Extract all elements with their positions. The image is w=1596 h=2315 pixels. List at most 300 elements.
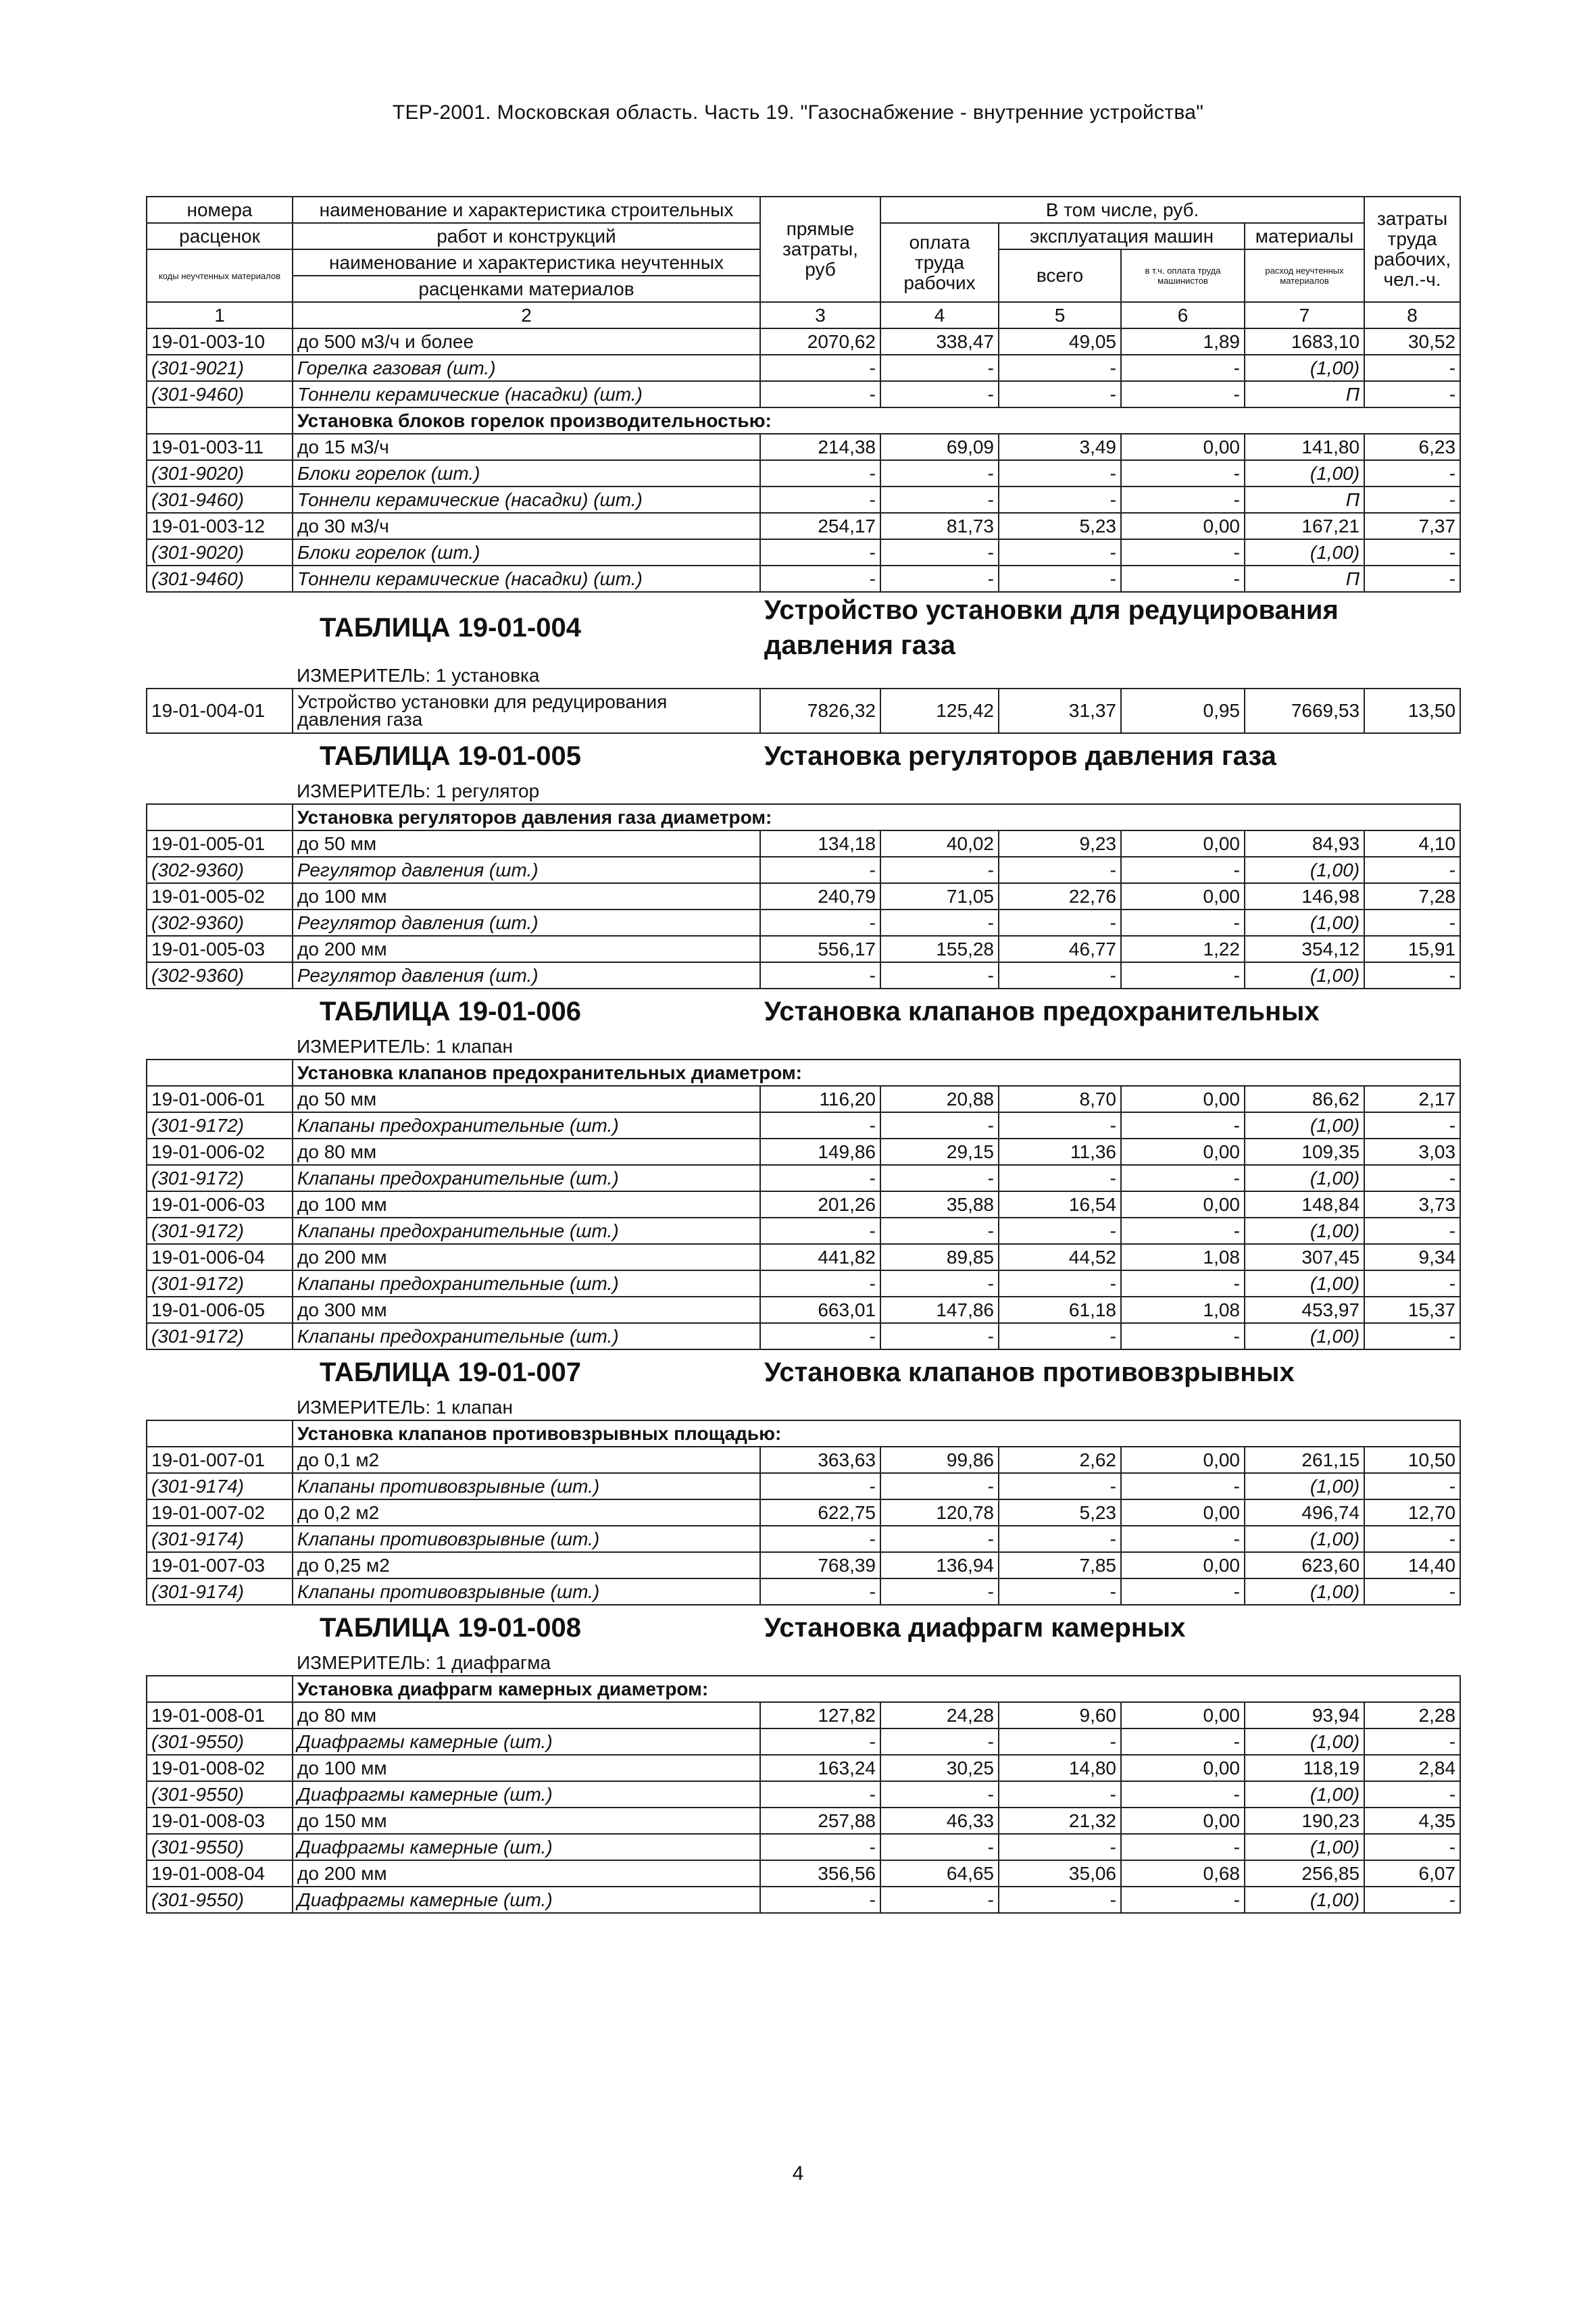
rate-value: 69,09	[880, 434, 999, 460]
material-code: (301-9174)	[147, 1526, 293, 1552]
table-heading-row	[147, 989, 1460, 1034]
spacer-cell	[147, 407, 293, 434]
empty-dash: -	[1364, 910, 1460, 936]
spacer-cell	[147, 1034, 293, 1060]
empty-dash: -	[760, 1270, 880, 1297]
column-number: 1	[147, 302, 293, 328]
rate-value: 7826,32	[760, 689, 880, 733]
rate-name: до 500 м3/ч и более	[293, 328, 760, 355]
subtitle: Установка регуляторов давления газа диаметром:	[293, 804, 1460, 830]
material-row	[147, 1270, 1460, 1297]
rate-code: 19-01-005-02	[147, 883, 293, 910]
rate-name: до 100 мм	[293, 1191, 760, 1218]
rate-name: до 30 м3/ч	[293, 513, 760, 539]
rate-value: 11,36	[999, 1139, 1121, 1165]
spacer-cell	[147, 1420, 293, 1447]
empty-dash: -	[999, 1323, 1121, 1349]
material-row	[147, 1834, 1460, 1860]
rate-name: до 80 мм	[293, 1139, 760, 1165]
spacer-cell	[147, 778, 293, 804]
material-code: (301-9460)	[147, 566, 293, 592]
header-group: В том числе, руб.	[880, 197, 1364, 223]
material-name: Тоннели керамические (насадки) (шт.)	[293, 487, 760, 513]
material-row	[147, 381, 1460, 407]
material-name: Регулятор давления (шт.)	[293, 962, 760, 989]
material-row	[147, 1323, 1460, 1349]
rate-value: 20,88	[880, 1086, 999, 1112]
empty-dash: -	[1364, 1112, 1460, 1139]
material-row	[147, 1781, 1460, 1808]
rate-value: 0,00	[1121, 1755, 1245, 1781]
empty-dash: -	[999, 1112, 1121, 1139]
material-code: (301-9550)	[147, 1728, 293, 1755]
material-consumption: (1,00)	[1245, 355, 1364, 381]
material-name: Блоки горелок (шт.)	[293, 460, 760, 487]
material-name: Клапаны предохранительные (шт.)	[293, 1112, 760, 1139]
rate-code: 19-01-003-11	[147, 434, 293, 460]
rate-row	[147, 689, 1460, 733]
empty-dash: -	[760, 1112, 880, 1139]
material-consumption: (1,00)	[1245, 1218, 1364, 1244]
empty-dash: -	[760, 1323, 880, 1349]
empty-dash: -	[999, 381, 1121, 407]
rate-value: 663,01	[760, 1297, 880, 1323]
rate-value: 441,82	[760, 1244, 880, 1270]
rate-name: до 200 мм	[293, 936, 760, 962]
rate-value: 7669,53	[1245, 689, 1364, 733]
empty-dash: -	[999, 910, 1121, 936]
rate-value: 201,26	[760, 1191, 880, 1218]
rate-row	[147, 936, 1460, 962]
meter-label: ИЗМЕРИТЕЛЬ: 1 установка	[293, 663, 1460, 689]
material-consumption: (1,00)	[1245, 1834, 1364, 1860]
rate-value: 6,07	[1364, 1860, 1460, 1887]
empty-dash: -	[760, 1728, 880, 1755]
rate-row	[147, 513, 1460, 539]
material-code: (301-9172)	[147, 1112, 293, 1139]
material-code: (301-9550)	[147, 1887, 293, 1913]
rate-value: 147,86	[880, 1297, 999, 1323]
material-name: Диафрагмы камерные (шт.)	[293, 1834, 760, 1860]
empty-dash: -	[760, 1218, 880, 1244]
empty-dash: -	[999, 1270, 1121, 1297]
rate-value: 356,56	[760, 1860, 880, 1887]
empty-dash: -	[1364, 460, 1460, 487]
header-col6-small: в т.ч. оплата труда машинистов	[1121, 249, 1245, 302]
empty-dash: -	[880, 1728, 999, 1755]
rate-row	[147, 1552, 1460, 1578]
empty-dash: -	[760, 910, 880, 936]
rate-value: 86,62	[1245, 1086, 1364, 1112]
material-name: Клапаны противовзрывные (шт.)	[293, 1578, 760, 1605]
rate-row	[147, 1244, 1460, 1270]
rate-value: 30,52	[1364, 328, 1460, 355]
empty-dash: -	[760, 1165, 880, 1191]
header-col8: затраты труда рабочих, чел.-ч.	[1364, 197, 1460, 302]
rate-row	[147, 1808, 1460, 1834]
rate-code: 19-01-003-10	[147, 328, 293, 355]
empty-dash: -	[999, 1473, 1121, 1499]
rate-value: 307,45	[1245, 1244, 1364, 1270]
spacer-cell	[147, 1650, 293, 1676]
empty-dash: -	[880, 1112, 999, 1139]
rate-name: до 50 мм	[293, 830, 760, 857]
column-number: 4	[880, 302, 999, 328]
rate-value: 15,91	[1364, 936, 1460, 962]
empty-dash: -	[760, 487, 880, 513]
rate-value: 2,62	[999, 1447, 1121, 1473]
empty-dash: -	[1121, 1218, 1245, 1244]
table-number: ТАБЛИЦА 19-01-006	[320, 997, 581, 1026]
rate-value: 4,35	[1364, 1808, 1460, 1834]
subtitle-row	[147, 804, 1460, 830]
table-heading-row	[147, 733, 1460, 778]
empty-dash: -	[1121, 1165, 1245, 1191]
rate-row	[147, 434, 1460, 460]
rate-value: 14,80	[999, 1755, 1121, 1781]
rate-value: 7,37	[1364, 513, 1460, 539]
rate-value: 5,23	[999, 1499, 1121, 1526]
meter-label: ИЗМЕРИТЕЛЬ: 1 регулятор	[293, 778, 1460, 804]
meter-label: ИЗМЕРИТЕЛЬ: 1 клапан	[293, 1395, 1460, 1420]
spacer-cell	[147, 1060, 293, 1086]
rate-value: 24,28	[880, 1702, 999, 1728]
rate-value: 149,86	[760, 1139, 880, 1165]
empty-dash: -	[1364, 962, 1460, 989]
rate-name: до 300 мм	[293, 1297, 760, 1323]
material-row	[147, 460, 1460, 487]
rate-value: 354,12	[1245, 936, 1364, 962]
rate-value: 556,17	[760, 936, 880, 962]
column-number: 7	[1245, 302, 1364, 328]
subtitle: Установка клапанов противовзрывных площадью:	[293, 1420, 1460, 1447]
rate-code: 19-01-008-02	[147, 1755, 293, 1781]
rate-code: 19-01-003-12	[147, 513, 293, 539]
material-code: (301-9020)	[147, 460, 293, 487]
rate-code: 19-01-004-01	[147, 689, 293, 733]
header-col7-group: материалы	[1245, 223, 1364, 249]
empty-dash: -	[1364, 1781, 1460, 1808]
rate-row	[147, 1139, 1460, 1165]
empty-dash: -	[760, 1887, 880, 1913]
empty-dash: -	[1121, 1781, 1245, 1808]
table-heading-row	[147, 592, 1460, 663]
material-name: Клапаны противовзрывные (шт.)	[293, 1526, 760, 1552]
rate-value: 6,23	[1364, 434, 1460, 460]
rate-name: до 200 мм	[293, 1860, 760, 1887]
empty-dash: -	[1364, 1526, 1460, 1552]
empty-dash: -	[760, 962, 880, 989]
empty-dash: -	[1121, 381, 1245, 407]
material-code: (301-9172)	[147, 1165, 293, 1191]
spacer-cell	[147, 1676, 293, 1702]
rate-value: 167,21	[1245, 513, 1364, 539]
empty-dash: -	[1121, 1728, 1245, 1755]
empty-dash: -	[880, 1165, 999, 1191]
empty-dash: -	[999, 1781, 1121, 1808]
material-consumption: (1,00)	[1245, 1473, 1364, 1499]
rate-name: до 200 мм	[293, 1244, 760, 1270]
table-heading-row	[147, 1605, 1460, 1650]
empty-dash: -	[760, 381, 880, 407]
empty-dash: -	[999, 962, 1121, 989]
table-body	[147, 197, 1460, 1913]
material-code: (301-9174)	[147, 1578, 293, 1605]
empty-dash: -	[1364, 1270, 1460, 1297]
rate-value: 0,68	[1121, 1860, 1245, 1887]
column-number: 6	[1121, 302, 1245, 328]
rate-value: 141,80	[1245, 434, 1364, 460]
empty-dash: -	[760, 1473, 880, 1499]
rate-value: 0,00	[1121, 1499, 1245, 1526]
table-number: ТАБЛИЦА 19-01-007	[320, 1358, 581, 1387]
empty-dash: -	[880, 1270, 999, 1297]
column-number: 5	[999, 302, 1121, 328]
material-consumption: (1,00)	[1245, 857, 1364, 883]
rate-value: 1683,10	[1245, 328, 1364, 355]
empty-dash: -	[760, 1781, 880, 1808]
empty-dash: -	[880, 1578, 999, 1605]
rate-row	[147, 328, 1460, 355]
empty-dash: -	[880, 487, 999, 513]
material-code: (302-9360)	[147, 962, 293, 989]
material-row	[147, 487, 1460, 513]
rate-value: 0,00	[1121, 1191, 1245, 1218]
rate-value: 2,17	[1364, 1086, 1460, 1112]
empty-dash: -	[880, 910, 999, 936]
rate-code: 19-01-006-04	[147, 1244, 293, 1270]
rate-value: 61,18	[999, 1297, 1121, 1323]
table-number: ТАБЛИЦА 19-01-008	[320, 1613, 581, 1643]
rate-value: 0,00	[1121, 1552, 1245, 1578]
rate-code: 19-01-006-05	[147, 1297, 293, 1323]
empty-dash: -	[760, 355, 880, 381]
subtitle: Установка блоков горелок производительностью:	[293, 407, 1460, 434]
rate-value: 46,77	[999, 936, 1121, 962]
rate-row	[147, 1086, 1460, 1112]
header-col2-line4: расценками материалов	[293, 276, 760, 302]
subtitle: Установка клапанов предохранительных диаметром:	[293, 1060, 1460, 1086]
material-consumption: П	[1245, 487, 1364, 513]
rate-value: 0,00	[1121, 1139, 1245, 1165]
rate-value: 136,94	[880, 1552, 999, 1578]
rate-value: 40,02	[880, 830, 999, 857]
material-row	[147, 1887, 1460, 1913]
rate-value: 7,28	[1364, 883, 1460, 910]
spacer-cell	[147, 1605, 293, 1650]
material-consumption: (1,00)	[1245, 1165, 1364, 1191]
material-code: (301-9174)	[147, 1473, 293, 1499]
header-col4: оплата труда рабочих	[880, 223, 999, 302]
material-row	[147, 1526, 1460, 1552]
empty-dash: -	[999, 857, 1121, 883]
rate-name: до 100 мм	[293, 883, 760, 910]
table-heading-row	[147, 1349, 1460, 1395]
rate-value: 1,89	[1121, 328, 1245, 355]
empty-dash: -	[1121, 355, 1245, 381]
rate-value: 0,00	[1121, 1808, 1245, 1834]
rate-value: 261,15	[1245, 1447, 1364, 1473]
rate-value: 127,82	[760, 1702, 880, 1728]
material-code: (302-9360)	[147, 910, 293, 936]
rate-value: 8,70	[999, 1086, 1121, 1112]
rate-value: 0,00	[1121, 513, 1245, 539]
empty-dash: -	[1364, 566, 1460, 592]
rate-value: 0,00	[1121, 883, 1245, 910]
rate-row	[147, 1297, 1460, 1323]
rate-value: 3,49	[999, 434, 1121, 460]
subtitle: Установка диафрагм камерных диаметром:	[293, 1676, 1460, 1702]
rate-value: 21,32	[999, 1808, 1121, 1834]
subtitle-row	[147, 1676, 1460, 1702]
material-row	[147, 910, 1460, 936]
empty-dash: -	[760, 1834, 880, 1860]
rates-table	[146, 196, 1461, 1914]
rate-value: 190,23	[1245, 1808, 1364, 1834]
rate-value: 622,75	[760, 1499, 880, 1526]
rate-value: 256,85	[1245, 1860, 1364, 1887]
subtitle-row	[147, 1420, 1460, 1447]
meter-row	[147, 1650, 1460, 1676]
rate-value: 3,73	[1364, 1191, 1460, 1218]
material-code: (301-9172)	[147, 1323, 293, 1349]
rate-value: 768,39	[760, 1552, 880, 1578]
subtitle-row	[147, 1060, 1460, 1086]
header-col2-line3: наименование и характеристика неучтенных	[293, 249, 760, 276]
rate-value: 49,05	[999, 328, 1121, 355]
column-numbers-row	[147, 302, 1460, 328]
rate-value: 2,28	[1364, 1702, 1460, 1728]
empty-dash: -	[1364, 1323, 1460, 1349]
empty-dash: -	[999, 487, 1121, 513]
material-code: (301-9550)	[147, 1834, 293, 1860]
empty-dash: -	[880, 460, 999, 487]
material-code: (301-9172)	[147, 1218, 293, 1244]
empty-dash: -	[760, 566, 880, 592]
rate-value: 9,60	[999, 1702, 1121, 1728]
empty-dash: -	[999, 1218, 1121, 1244]
table-number: ТАБЛИЦА 19-01-005	[320, 741, 581, 771]
rate-value: 363,63	[760, 1447, 880, 1473]
rate-code: 19-01-008-01	[147, 1702, 293, 1728]
table-heading: Устройство установки для редуцирования давления газа	[764, 595, 1339, 660]
material-row	[147, 566, 1460, 592]
material-name: Клапаны предохранительные (шт.)	[293, 1270, 760, 1297]
rate-value: 146,98	[1245, 883, 1364, 910]
empty-dash: -	[760, 539, 880, 566]
empty-dash: -	[880, 566, 999, 592]
rate-value: 0,00	[1121, 1086, 1245, 1112]
column-number: 2	[293, 302, 760, 328]
rate-name: до 0,1 м2	[293, 1447, 760, 1473]
empty-dash: -	[1364, 381, 1460, 407]
rate-value: 214,38	[760, 434, 880, 460]
rate-name: Устройство установки для редуцирования давления газа	[293, 689, 760, 733]
spacer-cell	[147, 733, 293, 778]
page-title: ТЕР-2001. Московская область. Часть 19. "Газоснабжение - внутренние устройства"	[392, 101, 1204, 124]
empty-dash: -	[1364, 1728, 1460, 1755]
rate-value: 453,97	[1245, 1297, 1364, 1323]
empty-dash: -	[880, 962, 999, 989]
rate-value: 240,79	[760, 883, 880, 910]
header-row-1	[147, 197, 1460, 223]
header-col7-small: расход неучтенных материалов	[1245, 249, 1364, 302]
rate-value: 0,00	[1121, 1447, 1245, 1473]
material-row	[147, 1218, 1460, 1244]
header-col1-line2: расценок	[147, 223, 293, 249]
spacer-cell	[147, 592, 293, 663]
empty-dash: -	[1364, 1165, 1460, 1191]
empty-dash: -	[1121, 1887, 1245, 1913]
material-consumption: (1,00)	[1245, 1887, 1364, 1913]
rate-row	[147, 1860, 1460, 1887]
spacer-cell	[147, 1395, 293, 1420]
empty-dash: -	[1364, 1578, 1460, 1605]
rate-value: 163,24	[760, 1755, 880, 1781]
rate-value: 44,52	[999, 1244, 1121, 1270]
rate-value: 30,25	[880, 1755, 999, 1781]
empty-dash: -	[999, 1165, 1121, 1191]
empty-dash: -	[760, 460, 880, 487]
empty-dash: -	[1121, 1323, 1245, 1349]
table-number: ТАБЛИЦА 19-01-004	[320, 613, 581, 643]
rate-value: 89,85	[880, 1244, 999, 1270]
empty-dash: -	[1121, 566, 1245, 592]
material-row	[147, 1165, 1460, 1191]
spacer-cell	[147, 1349, 293, 1395]
material-code: (302-9360)	[147, 857, 293, 883]
material-consumption: П	[1245, 381, 1364, 407]
rate-name: до 0,25 м2	[293, 1552, 760, 1578]
material-name: Блоки горелок (шт.)	[293, 539, 760, 566]
empty-dash: -	[999, 460, 1121, 487]
material-consumption: (1,00)	[1245, 539, 1364, 566]
header-col2-line2: работ и конструкций	[293, 223, 760, 249]
rate-value: 623,60	[1245, 1552, 1364, 1578]
rate-value: 71,05	[880, 883, 999, 910]
material-name: Регулятор давления (шт.)	[293, 857, 760, 883]
table-heading: Установка клапанов предохранительных	[764, 997, 1320, 1026]
rate-code: 19-01-007-03	[147, 1552, 293, 1578]
subtitle-row	[147, 407, 1460, 434]
header-col1-small: коды неучтенных материалов	[147, 249, 293, 302]
spacer-cell	[147, 663, 293, 689]
material-name: Диафрагмы камерные (шт.)	[293, 1887, 760, 1913]
rate-value: 496,74	[1245, 1499, 1364, 1526]
rate-value: 0,00	[1121, 830, 1245, 857]
rate-value: 31,37	[999, 689, 1121, 733]
rate-row	[147, 1755, 1460, 1781]
rate-value: 118,19	[1245, 1755, 1364, 1781]
meter-row	[147, 778, 1460, 804]
empty-dash: -	[999, 566, 1121, 592]
material-row	[147, 1578, 1460, 1605]
empty-dash: -	[760, 857, 880, 883]
rate-row	[147, 883, 1460, 910]
material-consumption: (1,00)	[1245, 1781, 1364, 1808]
empty-dash: -	[1364, 539, 1460, 566]
material-row	[147, 962, 1460, 989]
material-consumption: (1,00)	[1245, 1578, 1364, 1605]
rate-value: 2,84	[1364, 1755, 1460, 1781]
empty-dash: -	[880, 857, 999, 883]
empty-dash: -	[880, 1526, 999, 1552]
meter-row	[147, 1034, 1460, 1060]
material-name: Регулятор давления (шт.)	[293, 910, 760, 936]
spacer-cell	[147, 989, 293, 1034]
empty-dash: -	[999, 355, 1121, 381]
empty-dash: -	[1121, 857, 1245, 883]
